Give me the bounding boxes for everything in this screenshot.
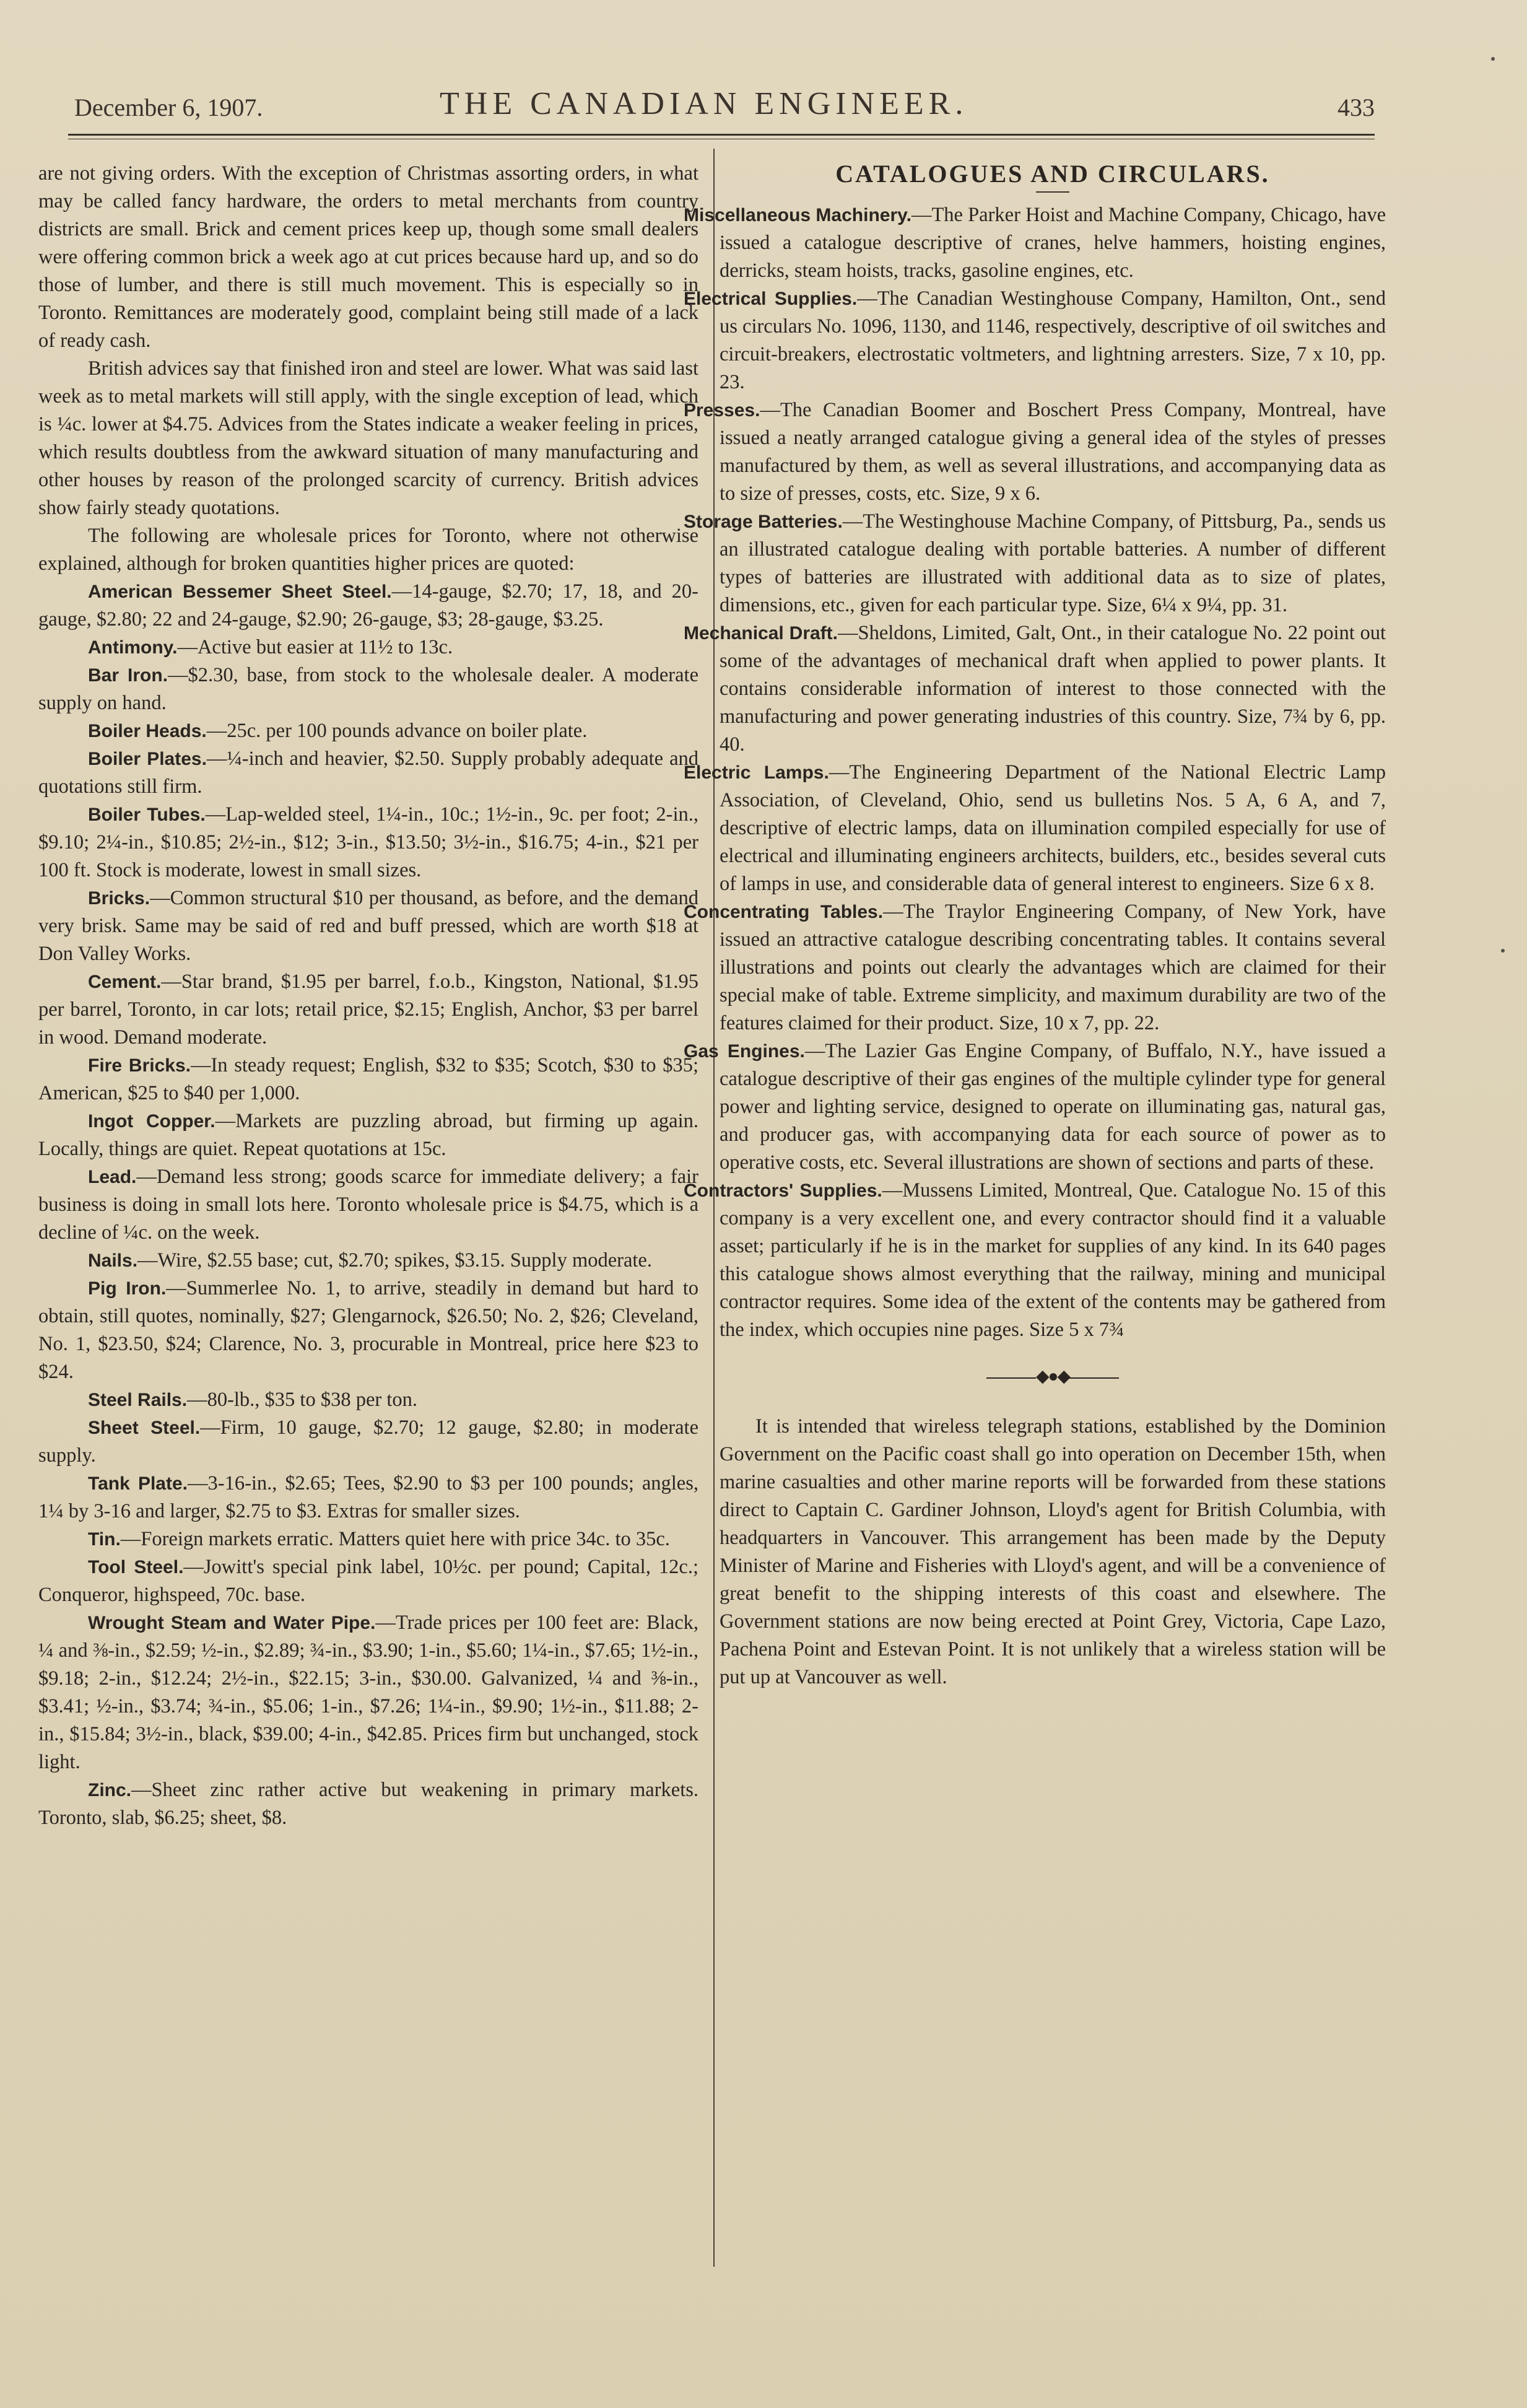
entry-heading: Presses. <box>684 400 760 421</box>
entry-heading: Pig Iron. <box>88 1278 167 1299</box>
entry-text: —Summerlee No. 1, to arrive, steadily in demand but hard to obtain, still quotes, nominally, $27; Glengarnock, $26.50; No. 2, $26; Cleveland, No. 1, $23.50, $24; Clarence, No. 3, procurable in Montreal, price here $23 to $24. <box>38 1277 699 1383</box>
entry-heading: Sheet Steel. <box>88 1418 201 1438</box>
entry-text: —80-lb., $35 to $38 per ton. <box>187 1389 417 1411</box>
entry-heading: Bricks. <box>88 888 150 909</box>
entry-heading: Boiler Heads. <box>88 721 207 741</box>
entry-paragraph <box>38 1163 698 1247</box>
entry-paragraph <box>684 759 1386 898</box>
entry-text: —The Canadian Westinghouse Company, Hamilton, Ont., send us circulars No. 1096, 1130, and 1146, respectively, descriptive of oil switches and circuit-breakers, electrostatic voltmeters, and lightning arresters. Size, 7 x 10, pp. 23. <box>720 287 1386 393</box>
entry-paragraph <box>684 898 1386 1037</box>
entry-paragraph <box>684 285 1386 396</box>
entry-paragraph <box>38 634 698 661</box>
entry-text: —The Lazier Gas Engine Company, of Buffalo, N.Y., have issued a catalogue descriptive of their gas engines of the multiple cylinder type for general power and lighting service, designed to operate on illuminating gas, natural gas, and producer gas, with accompanying data for each source of power as to operative costs, etc. Several illustrations are shown of sections and parts of these. <box>720 1040 1386 1174</box>
entry-text: —Sheet zinc rather active but weakening in primary markets. Toronto, slab, $6.25; sheet, $8. <box>38 1779 698 1829</box>
entry-text: —Jowitt's special pink label, 10½c. per pound; Capital, 12c.; Conqueror, highspeed, 70c. base. <box>38 1556 698 1606</box>
right-column <box>684 160 1386 1691</box>
column-divider <box>713 149 715 2267</box>
entry-paragraph <box>38 1107 698 1163</box>
section-ornament: ◆●◆ <box>720 1363 1386 1390</box>
entry-text: —25c. per 100 pounds advance on boiler plate. <box>206 720 588 742</box>
wireless-article <box>720 1413 1386 1691</box>
entry-heading: Boiler Tubes. <box>88 805 206 825</box>
entry-text: —3-16-in., $2.65; Tees, $2.90 to $3 per 100 pounds; angles, 1¼ by 3-16 and larger, $2.75 to $3. Extras for smaller sizes. <box>38 1472 698 1522</box>
catalogues-heading: CATALOGUES AND CIRCULARS. <box>835 160 1270 188</box>
market-intro-paragraph: are not giving orders. With the exception of Christmas assorting orders, in what may be called fancy hardware, the orders to metal merchants from country districts are small. Brick and cement prices keep up, though some small dealers were offering common brick a week ago at cut prices because hard up, and so do those of lumber, and there is still much movement. This is especially so in Toronto. Remittances are moderately good, complaint being still made of a lack of ready cash. <box>38 162 698 352</box>
entry-text: —$2.30, base, from stock to the wholesale dealer. A moderate supply on hand. <box>38 664 698 714</box>
entry-paragraph <box>38 1470 698 1525</box>
entry-heading: Concentrating Tables. <box>684 902 884 922</box>
entry-paragraph <box>38 1386 698 1414</box>
entry-text: —Common structural $10 per thousand, as before, and the demand very brisk. Same may be said of red and buff pressed, which are worth $18 at Don Valley Works. <box>38 887 698 965</box>
entry-paragraph <box>38 661 698 717</box>
entry-text: —Lap-welded steel, 1¼-in., 10c.; 1½-in., 9c. per foot; 2-in., $9.10; 2¼-in., $10.85; 2½-in., $12; 3-in., $13.50; 3½-in., $16.75; 4-in., $21 per 100 ft. Stock is moderate, lowest in small sizes. <box>38 803 699 881</box>
entry-text: —The Canadian Boomer and Boschert Press Company, Montreal, have issued a neatly arranged catalogue giving a general idea of the styles of presses manufactured by them, as well as several illustrations, and accompanying data as to size of presses, costs, etc. Size, 9 x 6. <box>720 399 1386 505</box>
entry-paragraph <box>38 1553 698 1609</box>
entry-text: —The Westinghouse Machine Company, of Pittsburg, Pa., sends us an illustrated catalogue dealing with portable batteries. A number of different types of batteries are illustrated with additional data as to size of plates, dimensions, etc., given for each particular type. Size, 6¼ x 9¼, pp. 31. <box>720 510 1386 616</box>
entry-heading: Ingot Copper. <box>88 1111 215 1132</box>
entry-paragraph <box>38 1414 698 1470</box>
entry-heading: Mechanical Draft. <box>684 623 838 643</box>
entry-paragraph <box>38 884 698 968</box>
wireless-paragraph: It is intended that wireless telegraph stations, established by the Dominion Government on the Pacific coast shall go into operation on December 15th, when marine casualties and other marine reports will be forwarded from these stations direct to Captain C. Gardiner Johnson, Lloyd's agent for British Columbia, with headquarters in Vancouver. This arrangement has been made by the Deputy Minister of Marine and Fisheries with Lloyd's agent, and will be a convenience of great benefit to the shipping interests of this coast and elsewhere. The Government stations are now being erected at Point Grey, Victoria, Cape Lazo, Pachena Point and Estevan Point. It is not unlikely that a wireless station will be put up at Vancouver as well. <box>720 1415 1386 1688</box>
heading-rule <box>1036 191 1069 193</box>
entry-heading: Bar Iron. <box>88 665 168 686</box>
entry-text: —¼-inch and heavier, $2.50. Supply probably adequate and quotations still firm. <box>38 748 698 798</box>
page-speck <box>1501 949 1505 953</box>
entry-paragraph <box>684 1177 1386 1344</box>
entry-paragraph <box>38 745 698 801</box>
entry-heading: Fire Bricks. <box>88 1055 191 1076</box>
entry-text: —Wire, $2.55 base; cut, $2.70; spikes, $3.15. Supply moderate. <box>137 1249 652 1272</box>
page-number: 433 <box>1338 94 1375 121</box>
entry-text: —The Engineering Department of the National Electric Lamp Association, of Cleveland, Ohio, send us bulletins Nos. 5 A, 6 A, and 7, descriptive of electric lamps, data on illumination compiled especially for use of electrical and illuminating engineers architects, builders, etc., besides several cuts of lamps in use, and considerable data of general interest to engineers. Size 6 x 8. <box>720 761 1386 895</box>
entry-paragraph <box>38 968 698 1052</box>
entry-text: —Markets are puzzling abroad, but firming up again. Locally, things are quiet. Repeat quotations at 15c. <box>38 1110 698 1160</box>
entry-heading: Gas Engines. <box>684 1041 805 1062</box>
entry-text: —The Traylor Engineering Company, of New York, have issued an attractive catalogue describing concentrating tables. It contains several illustrations and points out clearly the advantages which are claimed for their special make of table. Extreme simplicity, and maximum durability are two of the features claimed for their product. Size, 10 x 7, pp. 22. <box>720 901 1386 1034</box>
entry-paragraph <box>38 1052 698 1107</box>
british-advices-paragraph: British advices say that finished iron and steel are lower. What was said last week as to metal markets will still apply, with the single exception of lead, which is ¼c. lower at $4.75. Advices from the States indicate a weaker feeling in prices, which results doubtless from the awkward situation of many manufacturing and other houses by reason of the prolonged scarcity of currency. British advices show fairly steady quotations. <box>38 357 698 519</box>
entry-text: —Star brand, $1.95 per barrel, f.o.b., Kingston, National, $1.95 per barrel, Toronto, in car lots; retail price, $2.15; English, Anchor, $3 per barrel in wood. Demand moderate. <box>38 971 698 1049</box>
page-speck <box>1491 57 1495 61</box>
catalogue-entries <box>684 201 1386 1344</box>
entry-heading: Steel Rails. <box>88 1390 188 1410</box>
entry-paragraph <box>684 396 1386 508</box>
wholesale-prices-intro: The following are wholesale prices for Toronto, where not otherwise explained, although for broken quantities higher prices are quoted: <box>38 525 698 575</box>
entry-text: —Foreign markets erratic. Matters quiet here with price 34c. to 35c. <box>120 1528 670 1550</box>
entry-paragraph <box>38 578 698 634</box>
entry-heading: Contractors' Supplies. <box>684 1180 882 1201</box>
entry-paragraph <box>38 1776 698 1832</box>
entry-heading: Nails. <box>88 1250 138 1271</box>
entry-paragraph <box>684 1037 1386 1177</box>
entry-text: —14-gauge, $2.70; 17, 18, and 20-gauge, $2.80; 22 and 24-gauge, $2.90; 26-gauge, $3; 28-gauge, $3.25. <box>38 580 699 630</box>
entry-heading: Miscellaneous Machinery. <box>684 205 911 225</box>
issue-date: December 6, 1907. <box>74 94 263 121</box>
entry-heading: Wrought Steam and Water Pipe. <box>88 1613 376 1633</box>
entry-heading: Electrical Supplies. <box>684 289 858 309</box>
page-header <box>68 85 1375 129</box>
entry-heading: Tin. <box>88 1529 121 1550</box>
entry-text: —Demand less strong; goods scarce for immediate delivery; a fair business is doing in small lots here. Toronto wholesale price is $4.75, which is a decline of ¼c. on the week. <box>38 1166 698 1244</box>
entry-heading: Tank Plate. <box>88 1473 188 1494</box>
entry-text: —Mussens Limited, Montreal, Que. Catalogue No. 15 of this company is a very excellent one, and every contractor should find it a valuable asset; particularly if he is in the market for supplies of any kind. In its 640 pages this catalogue shows almost everything that the railway, mining and municipal contractor requires. Some idea of the extent of the contents may be gathered from the index, which occupies nine pages. Size 5 x 7¾ <box>720 1179 1386 1341</box>
entry-text: —The Parker Hoist and Machine Company, Chicago, have issued a catalogue descriptive of cranes, helve hammers, hoisting engines, derricks, steam hoists, tracks, gasoline engines, etc. <box>720 204 1386 282</box>
entry-heading: Lead. <box>88 1167 137 1187</box>
entry-text: —In steady request; English, $32 to $35; Scotch, $30 to $35; American, $25 to $40 per 1,000. <box>38 1054 698 1104</box>
entry-paragraph <box>684 619 1386 759</box>
entry-text: —Sheldons, Limited, Galt, Ont., in their catalogue No. 22 point out some of the advantages of mechanical draft when applied to power plants. It contains considerable information of interest to those connected with the manufacturing and power generating industries of this country. Size, 7¾ by 6, pp. 40. <box>720 622 1386 756</box>
entry-text: —Firm, 10 gauge, $2.70; 12 gauge, $2.80; in moderate supply. <box>38 1416 698 1467</box>
entry-heading: Antimony. <box>88 637 178 658</box>
entry-paragraph <box>38 717 698 745</box>
entry-paragraph <box>684 201 1386 285</box>
journal-title: THE CANADIAN ENGINEER. <box>440 86 968 121</box>
entry-heading: Storage Batteries. <box>684 512 843 532</box>
entry-heading: Tool Steel. <box>88 1557 184 1577</box>
entry-text: —Trade prices per 100 feet are: Black, ¼ and ⅜-in., $2.59; ½-in., $2.89; ¾-in., $3.90; 1-in., $5.60; 1¼-in., $7.65; 1½-in., $9.18; 2-in., $12.24; 2½-in., $22.15; 3-in., $30.00. Galvanized, ¼ and ⅜-in., $3.41; ½-in., $3.74; ¾-in., $5.06; 1-in., $7.26; 1¼-in., $9.90; 1½-in., $11.88; 2-in., $15.84; 3½-in., black, $39.00; 4-in., $42.85. Prices firm but unchanged, stock light. <box>38 1612 698 1773</box>
left-column <box>38 160 698 1832</box>
entry-heading: Boiler Plates. <box>88 749 207 769</box>
price-entries <box>38 578 698 1832</box>
header-rule <box>68 134 1375 136</box>
entry-paragraph <box>38 1609 698 1776</box>
entry-heading: Zinc. <box>88 1780 132 1800</box>
entry-paragraph <box>684 508 1386 619</box>
entry-heading: Cement. <box>88 972 162 992</box>
entry-heading: Electric Lamps. <box>684 762 829 783</box>
entry-paragraph <box>38 1275 698 1386</box>
entry-paragraph <box>38 1525 698 1553</box>
entry-heading: American Bessemer Sheet Steel. <box>88 582 392 602</box>
entry-paragraph <box>38 1247 698 1275</box>
entry-paragraph <box>38 801 698 884</box>
entry-text: —Active but easier at 11½ to 13c. <box>177 636 453 658</box>
